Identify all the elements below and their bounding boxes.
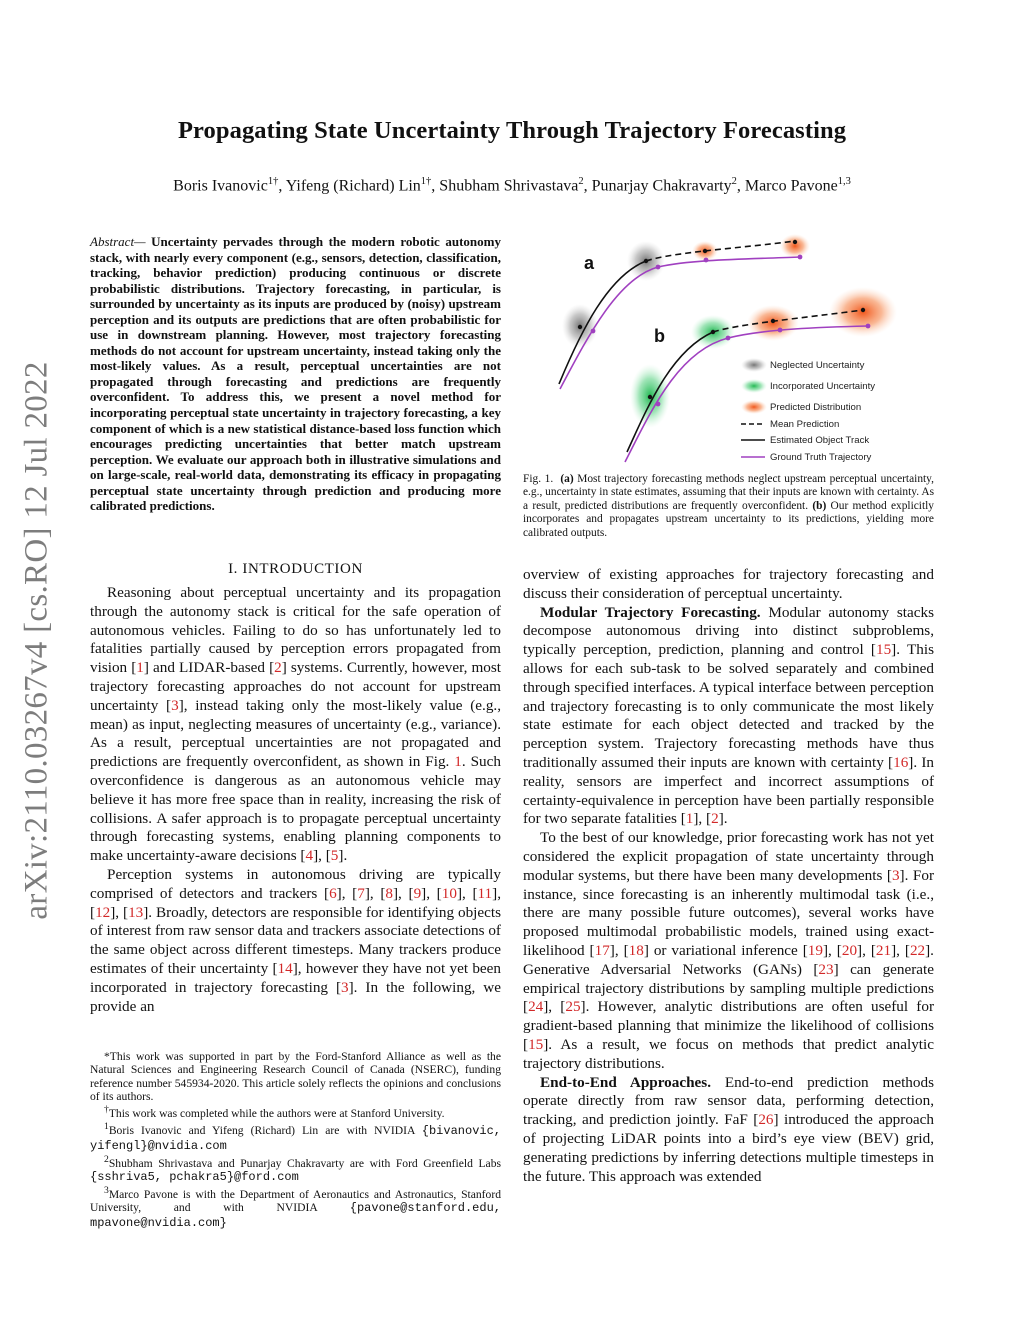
modular-body: Modular autonomy stacks decompose autonomous driving into distinct subproblems, typically perception, prediction, planning and control [15]. This allows for each sub-task to be solved separately and combined through specified interfaces. A typical interface between perception and trajectory forecasting is to only communicate the most likely state estimate for each object detected and tracked by the perception system. Trajectory forecasting methods have thus traditionally assumed their inputs are known with certainty [16]. In reality, sensors are imperfect and incorrect assumptions of certainty-equivalence in perception have been partially responsible for two separate fatalities [1], [2]. — [523, 603, 934, 828]
abstract — [90, 234, 501, 514]
author-affiliation-marker: 1† — [420, 176, 432, 187]
paper-title: Propagating State Uncertainty Through Trajectory Forecasting — [177, 117, 847, 144]
author-affiliation-marker: 2 — [731, 176, 737, 187]
citation-link[interactable]: 7 — [357, 884, 365, 902]
legend-neglected: Neglected Uncertainty — [770, 360, 865, 371]
citation-link[interactable]: 11 — [477, 884, 493, 902]
prediction-point — [703, 249, 707, 253]
caption-b-tag: (b) — [812, 499, 827, 512]
arxiv-identifier: arXiv:2110.03267v4 [cs.RO] 12 Jul 2022 — [18, 360, 55, 920]
caption-label: Fig. 1. — [523, 473, 554, 485]
ground-truth-point — [704, 258, 709, 263]
citation-link[interactable]: 12 — [95, 903, 111, 921]
section-heading-introduction: I. INTRODUCTION — [228, 561, 363, 577]
track-point — [648, 395, 652, 399]
email-stanford[interactable]: {pavone@stanford.edu, mpavone@nvidia.com} — [90, 1201, 501, 1230]
paragraph-heading-modular: Modular Trajectory Forecasting. — [540, 603, 761, 621]
citation-link[interactable]: 1 — [136, 659, 144, 677]
citation-link[interactable]: 21 — [875, 941, 892, 959]
citation-link[interactable]: 22 — [909, 941, 926, 959]
citation-link[interactable]: 24 — [528, 998, 544, 1016]
paragraph-heading-end-to-end: End-to-End Approaches. — [540, 1073, 711, 1091]
end-to-end-body: End-to-end prediction methods operate directly from raw sensor data, performing detection, tracking, and prediction jointly. FaF [26] introduced the approach of projecting LiDAR points into a bird’s eye view (BEV) grid, generating predictions by inferring detections multiple timesteps in the future. This approach was extended — [523, 1073, 934, 1185]
predicted-distribution-blob — [780, 234, 810, 258]
legend-incorporated: Incorporated Uncertainty — [770, 381, 876, 392]
citation-link[interactable]: 1 — [454, 753, 462, 771]
footnote-funding: *This work was supported in part by the Ford-Stanford Alliance as well as the Natural Sciences and Engineering Research Council of Canada (NSERC), funding reference number 545934-2020. This article solely reflects the opinions and conclusions of its authors. — [90, 1050, 501, 1103]
footnotes — [90, 1050, 501, 1230]
caption-a-text: Most trajectory forecasting methods neglect upstream perceptual uncertainty, e.g., uncertainty in state estimates, assuming that their inputs are known with certainty. As a result, predicted distributions are frequently overconfident. — [523, 473, 934, 512]
citation-link[interactable]: 1 — [685, 810, 694, 828]
left-column — [90, 584, 501, 1016]
abstract-text: Uncertainty pervades through the modern robotic autonomy stack, with nearly every component (e.g., sensors, detection, classification, tracking, behavior prediction) producing continuous or discrete probabilistic distributions. Trajectory forecasting, in particular, is surrounded by uncertainty as its inputs are produced by (noisy) upstream perception and its outputs are predictions that are often probabilistic for use in downstream planning. However, most trajectory forecasting methods do not account for upstream uncertainty, instead taking only the most-likely values. As a result, perceptual uncertainties are not propagated through forecasting and predictions are frequently overconfident. To address this, we present a novel method for incorporating perceptual state uncertainty in trajectory forecasting, a key component of which is a new statistical distance-based loss function which encourages predicting uncertainties that better match upstream perception. We evaluate our approach both in illustrative simulations and on large-scale, real-world data, demonstrating its efficacy in propagating perceptual state uncertainty through prediction and producing more calibrated predictions. — [90, 234, 501, 514]
footnote-affiliation-3: $^3$Marco Pavone is with the Department of Aeronautics and Astronautics, Stanford University, and with NVIDIA {pavone@stanford.edu, mpavone@nvidia.com} — [90, 1185, 501, 1230]
footnote-affiliation-2: $^2$Shubham Shrivastava and Punarjay Chakravarty are with Ford Greenfield Labs {sshriva5, pchakra5}@ford.com — [90, 1153, 501, 1184]
intro-paragraph-1: Reasoning about perceptual uncertainty and its propagation through the autonomy stack is critical for the safe operation of autonomous vehicles. Failing to do so has unfortunately led to fatalities partially caused by perception errors propagated from vision [1] and LIDAR-based [2] systems. Currently, however, most trajectory forecasting approaches do not account for upstream uncertainty [3], instead taking only the most-likely value (e.g., mean) as input, neglecting measures of uncertainty (e.g., variance). As a result, perceptual uncertainties are not propagated and predictions are frequently overconfident, as shown in Fig. 1. Such overconfidence is dangerous as an autonomous vehicle may believe it has more free space than in reality, increasing the risk of collisions. A safer approach is to propagate perceptual uncertainty through forecasting systems, enabling planning components to make uncertainty-aware decisions [4], [5]. — [90, 584, 502, 865]
legend-track: Estimated Object Track — [770, 435, 870, 446]
legend-ground-truth: Ground Truth Trajectory — [770, 452, 872, 463]
ground-truth-point — [656, 402, 661, 407]
arxiv-sidebar — [14, 330, 60, 950]
email-ford[interactable]: {sshriva5, pchakra5}@ford.com — [90, 1169, 299, 1184]
intro-paragraph-2: Perception systems in autonomous driving are typically comprised of detectors and trackers [6], [7], [8], [9], [10], [11], [12], [13]. Broadly, detectors are responsible for identifying objects of interest from raw sensor data and trackers associate detections of the same object across different timesteps. Many trackers produce estimates of their uncertainty [14], however they have not yet been incorporated in trajectory forecasting [3]. In the following, we provide an — [90, 865, 502, 1015]
ground-truth-point — [866, 324, 871, 329]
ground-truth-point — [591, 329, 596, 334]
citation-link[interactable]: 19 — [807, 941, 823, 959]
legend-predicted: Predicted Distribution — [770, 402, 862, 413]
prediction-point — [793, 240, 797, 244]
right-paragraph-end-to-end — [523, 1074, 934, 1187]
citation-link[interactable]: 15 — [528, 1035, 544, 1053]
citation-link[interactable]: 26 — [758, 1111, 774, 1129]
citation-link[interactable]: 8 — [385, 884, 393, 902]
panel-label-a: a — [584, 253, 595, 273]
author-affiliation-marker: 1† — [267, 176, 279, 187]
author-affiliation-marker: 2 — [578, 176, 584, 187]
citation-link[interactable]: 10 — [441, 884, 457, 902]
citation-link[interactable]: 6 — [329, 884, 337, 902]
figure-1-caption — [523, 473, 934, 540]
citation-link[interactable]: 3 — [341, 978, 349, 996]
email-nvidia[interactable]: {bivanovic, yifengl}@nvidia.com — [90, 1124, 501, 1153]
caption-a-tag: (a) — [560, 473, 574, 485]
right-column — [523, 566, 934, 1186]
citation-link[interactable]: 13 — [128, 903, 144, 921]
abstract-lead: Abstract— — [90, 234, 146, 249]
track-point — [578, 325, 582, 329]
legend-swatch-predicted — [741, 400, 767, 414]
citation-link[interactable]: 3 — [171, 696, 179, 714]
citation-link[interactable]: 20 — [841, 941, 858, 959]
citation-link[interactable]: 2 — [711, 810, 719, 828]
citation-link[interactable]: 18 — [628, 941, 644, 959]
author-name: Boris Ivanovic — [173, 177, 268, 195]
prediction-point — [771, 319, 775, 323]
citation-link[interactable]: 5 — [330, 847, 339, 865]
ground-truth-point — [778, 328, 783, 333]
citation-link[interactable]: 3 — [891, 866, 900, 884]
citation-link[interactable]: 17 — [594, 941, 610, 959]
citation-link[interactable]: 15 — [875, 641, 892, 659]
citation-link[interactable]: 16 — [893, 753, 909, 771]
ground-truth-point — [656, 265, 661, 270]
panel-label-b: b — [654, 326, 665, 346]
caption-b-text: Our method explicitly incorporates and propagates upstream uncertainty to its predictions, yielding more calibrated outputs. — [523, 499, 934, 539]
author-affiliation-marker: 1,3 — [837, 176, 851, 187]
author-name: Punarjay Chakravarty — [591, 177, 732, 195]
right-paragraph-modular — [523, 604, 934, 830]
author-list: Boris Ivanovic$^{1\dagger}$, Yifeng (Richard) Lin$^{1\dagger}$, Shubham Shrivastava$^2$, Punarjay Chakravarty$^2$, Marco Pavone$^{1,3}$ — [173, 176, 851, 195]
citation-link[interactable]: 9 — [413, 884, 422, 902]
right-paragraph-2: To the best of our knowledge, prior forecasting work has not yet considered the explicit propagation of state uncertainty through modular systems, but there have been many developments [3]. For instance, since forecasting is an inherently multimodal task (i.e., there are many possible future outcomes), several works have proposed multimodal probabilistic models, trained using exact-likelihood [17], [18] or variational inference [19], [20], [21], [22]. Generative Adversarial Networks (GANs) [23] can generate empirical trajectory distributions by sampling multiple predictions [24], [25]. However, analytic distributions are often useful for gradient-based planning that minimize the likelihood of collisions [15]. As a result, we focus on methods that predict analytic trajectory distributions. — [523, 829, 935, 1072]
footnote-affiliation-1: $^1$Boris Ivanovic and Yifeng (Richard) Lin are with NVIDIA {bivanovic, yifengl}@nvidia.com — [90, 1121, 501, 1153]
citation-link[interactable]: 23 — [818, 960, 834, 978]
right-paragraph-0: overview of existing approaches for trajectory forecasting and discuss their consideration of perceptual uncertainty. — [523, 566, 934, 602]
citation-link[interactable]: 25 — [565, 998, 581, 1016]
citation-link[interactable]: 2 — [274, 659, 282, 677]
prediction-point — [861, 308, 865, 312]
citation-link[interactable]: 4 — [305, 847, 314, 865]
author-name: Yifeng (Richard) Lin — [285, 177, 421, 195]
ground-truth-point — [726, 336, 731, 341]
legend-swatch-incorporated — [741, 379, 767, 393]
legend-swatch-neglected — [741, 358, 767, 372]
figure-1-illustration — [523, 226, 934, 476]
author-name: Marco Pavone — [744, 177, 838, 195]
track-point — [644, 259, 648, 263]
legend-mean: Mean Prediction — [770, 419, 840, 430]
figure-legend — [741, 358, 875, 463]
track-point — [711, 330, 715, 334]
ground-truth-point — [798, 255, 803, 260]
footnote-dagger: †This work was completed while the authors were at Stanford University. — [104, 1104, 445, 1121]
citation-link[interactable]: 14 — [277, 959, 293, 977]
author-name: Shubham Shrivastava — [439, 177, 579, 195]
figure-1 — [523, 226, 934, 476]
